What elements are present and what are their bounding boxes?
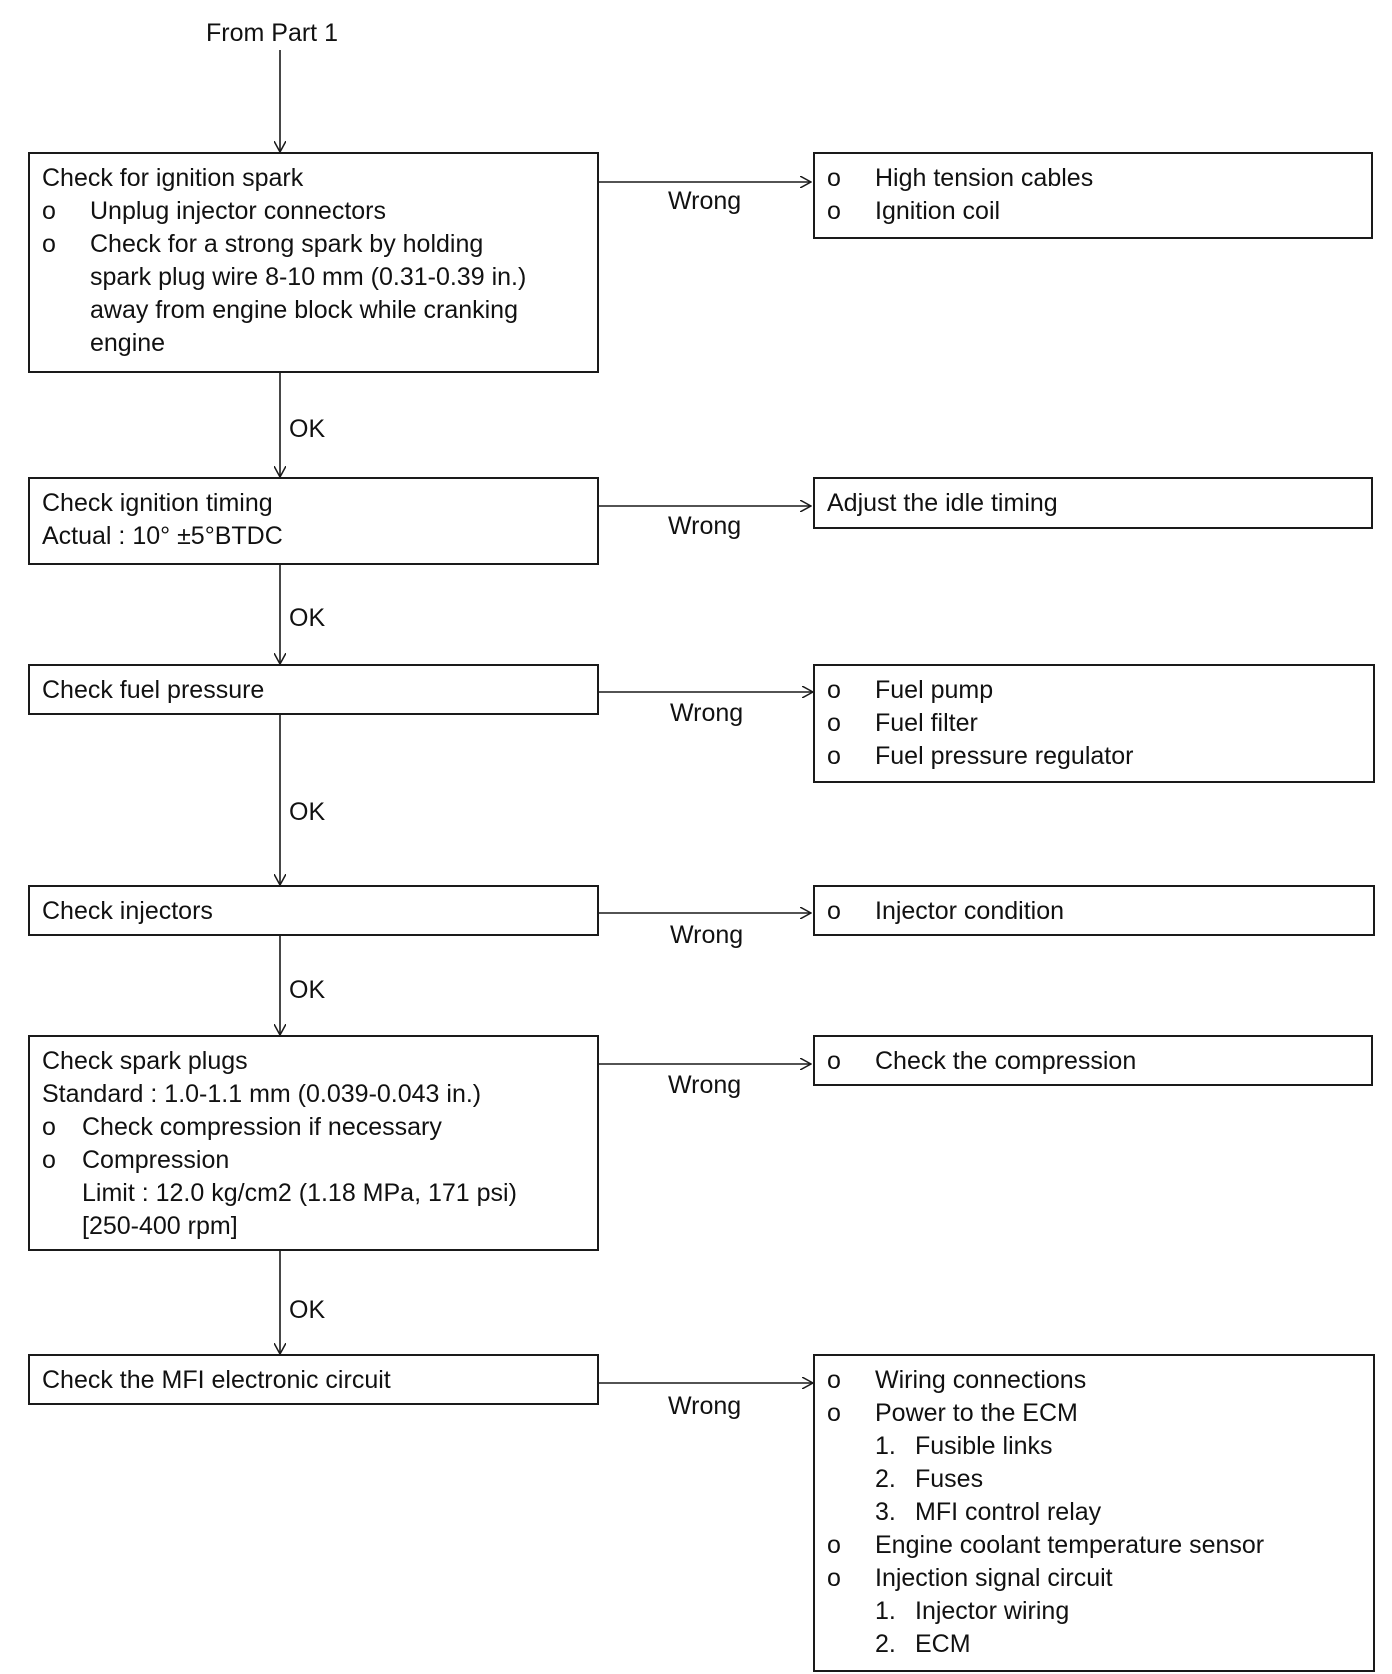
remedy-item: Power to the ECM <box>875 1399 1078 1427</box>
step-title: Check spark plugs <box>42 1047 248 1075</box>
step-fuel-pressure <box>28 664 599 715</box>
step-title: Check fuel pressure <box>42 676 265 704</box>
remedy-item: Injection signal circuit <box>875 1564 1113 1592</box>
ok-label: OK <box>289 604 326 632</box>
bullet: o <box>42 1146 56 1174</box>
step-spec: Standard : 1.0-1.1 mm (0.039-0.043 in.) <box>42 1080 482 1108</box>
step-item: Check for a strong spark by holding <box>90 230 484 258</box>
remedy-item: Ignition coil <box>875 197 1001 225</box>
start-label: From Part 1 <box>206 19 338 47</box>
remedy-sub-item: Fusible links <box>915 1432 1053 1460</box>
step-title: Check for ignition spark <box>42 164 304 192</box>
bullet: o <box>827 164 841 192</box>
bullet: o <box>827 709 841 737</box>
remedy-sub-item: ECM <box>915 1630 971 1658</box>
step-spark-plugs <box>28 1035 599 1251</box>
remedy-item: Injector condition <box>875 897 1065 925</box>
step-ignition-spark <box>28 152 599 373</box>
remedy-item: Fuel filter <box>875 709 978 737</box>
bullet: o <box>42 230 56 258</box>
bullet: o <box>827 1564 841 1592</box>
remedy-item: Engine coolant temperature sensor <box>875 1531 1265 1559</box>
ok-label: OK <box>289 976 326 1004</box>
wrong-label: Wrong <box>668 512 742 540</box>
step-item: [250-400 rpm] <box>82 1212 238 1240</box>
remedy-sub-item: Fuses <box>915 1465 984 1493</box>
bullet: o <box>42 197 56 225</box>
wrong-label: Wrong <box>668 1392 742 1420</box>
step-title: Check ignition timing <box>42 489 273 517</box>
sub-item-number: 2. <box>875 1465 896 1493</box>
step-item: Compression <box>82 1146 230 1174</box>
step-item: spark plug wire 8-10 mm (0.31-0.39 in.) <box>90 263 527 291</box>
remedy-fuel-pressure <box>813 664 1375 783</box>
remedy-item: High tension cables <box>875 164 1094 192</box>
ok-label: OK <box>289 1296 326 1324</box>
remedy-item: Adjust the idle timing <box>827 489 1058 517</box>
remedy-item: Wiring connections <box>875 1366 1087 1394</box>
step-item: Check compression if necessary <box>82 1113 442 1141</box>
remedy-item: Check the compression <box>875 1047 1137 1075</box>
remedy-ignition-timing <box>813 477 1373 529</box>
wrong-label: Wrong <box>668 1071 742 1099</box>
remedy-item: Fuel pressure regulator <box>875 742 1134 770</box>
remedy-item: Fuel pump <box>875 676 994 704</box>
sub-item-number: 1. <box>875 1432 896 1460</box>
bullet: o <box>827 742 841 770</box>
step-item: Limit : 12.0 kg/cm2 (1.18 MPa, 171 psi) <box>82 1179 517 1207</box>
wrong-label: Wrong <box>668 187 742 215</box>
remedy-mfi-circuit <box>813 1354 1375 1672</box>
remedy-sub-item: Injector wiring <box>915 1597 1070 1625</box>
step-item: Unplug injector connectors <box>90 197 386 225</box>
bullet: o <box>42 1113 56 1141</box>
bullet: o <box>827 676 841 704</box>
remedy-ignition-spark <box>813 152 1373 239</box>
bullet: o <box>827 1531 841 1559</box>
step-ignition-timing <box>28 477 599 565</box>
step-spec: Actual : 10° ±5°BTDC <box>42 522 283 550</box>
bullet: o <box>827 897 841 925</box>
bullet: o <box>827 1047 841 1075</box>
step-title: Check the MFI electronic circuit <box>42 1366 391 1394</box>
sub-item-number: 2. <box>875 1630 896 1658</box>
remedy-spark-plugs <box>813 1035 1373 1086</box>
step-mfi-circuit <box>28 1354 599 1405</box>
remedy-sub-item: MFI control relay <box>915 1498 1102 1526</box>
bullet: o <box>827 1366 841 1394</box>
bullet: o <box>827 197 841 225</box>
step-item: away from engine block while cranking <box>90 296 518 324</box>
step-item: engine <box>90 329 166 357</box>
ok-label: OK <box>289 415 326 443</box>
wrong-label: Wrong <box>670 921 744 949</box>
bullet: o <box>827 1399 841 1427</box>
wrong-label: Wrong <box>670 699 744 727</box>
sub-item-number: 1. <box>875 1597 896 1625</box>
step-title: Check injectors <box>42 897 213 925</box>
sub-item-number: 3. <box>875 1498 896 1526</box>
step-injectors <box>28 885 599 936</box>
ok-label: OK <box>289 798 326 826</box>
remedy-injectors <box>813 885 1375 936</box>
